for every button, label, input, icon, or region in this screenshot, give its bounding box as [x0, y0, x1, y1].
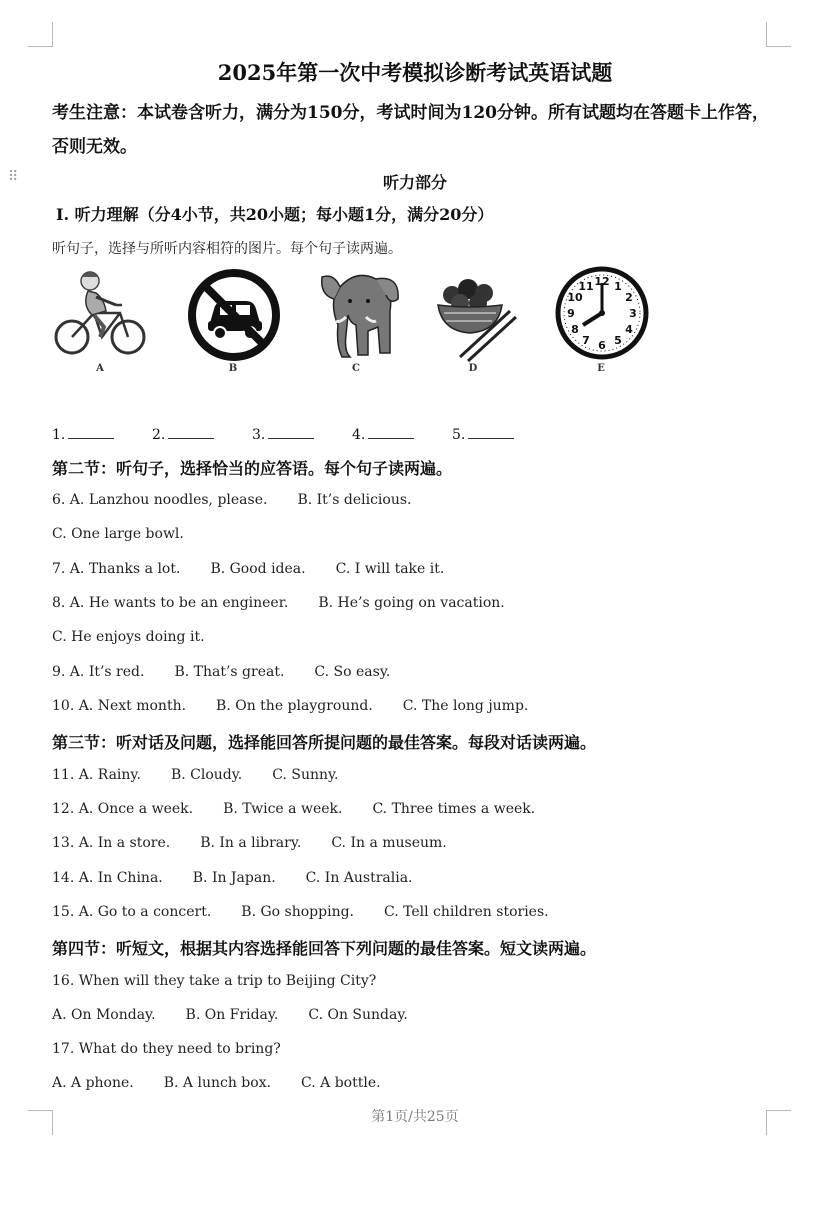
svg-text:12: 12 — [594, 275, 610, 288]
question-16-stem: 16. When will they take a trip to Beijing City? — [52, 973, 377, 989]
question-8-option-c: C. He enjoys doing it. — [52, 629, 205, 645]
crop-mark-top-right — [766, 22, 791, 47]
question-6-options: 6. A. Lanzhou noodles, please. B. It’s delicious. — [52, 492, 412, 508]
question-12-options: 12. A. Once a week. B. Twice a week. C. Three times a week. — [52, 801, 536, 817]
question-6-option-c: C. One large bowl. — [52, 526, 184, 542]
svg-text:2: 2 — [625, 291, 633, 304]
question-11-options: 11. A. Rainy. B. Cloudy. C. Sunny. — [52, 767, 339, 783]
question-7-options: 7. A. Thanks a lot. B. Good idea. C. I will take it. — [52, 561, 445, 577]
svg-text:1: 1 — [614, 280, 622, 293]
svg-text:7: 7 — [582, 334, 590, 347]
question-14-options: 14. A. In China. B. In Japan. C. In Australia. — [52, 870, 413, 886]
elephant-icon — [310, 265, 410, 365]
boy-riding-bicycle-icon — [52, 265, 152, 365]
page-footer: 第1页/共25页 — [371, 1109, 459, 1125]
drag-handle-icon[interactable]: ⠿ — [8, 169, 17, 185]
question-16-options: A. On Monday. B. On Friday. C. On Sunday. — [52, 1007, 408, 1023]
section4-heading: 第四节：听短文，根据其内容选择能回答下列问题的最佳答案。短文读两遍。 — [52, 939, 597, 958]
svg-text:5: 5 — [614, 334, 622, 347]
bowl-with-chopsticks-icon — [430, 265, 530, 365]
section1-instruction: 听句子，选择与所听内容相符的图片。每个句子读两遍。 — [52, 241, 402, 257]
section2-heading: 第二节：听句子，选择恰当的应答语。每个句子读两遍。 — [52, 459, 453, 478]
question-9-options: 9. A. It’s red. B. That’s great. C. So easy. — [52, 664, 391, 680]
answer-blank[interactable]: 2. — [152, 424, 252, 443]
answer-blank[interactable]: 3. — [252, 424, 352, 443]
svg-text:11: 11 — [578, 280, 594, 293]
svg-text:4: 4 — [625, 323, 633, 336]
answer-blank[interactable]: 1. — [52, 424, 152, 443]
picture-label-d: D — [468, 363, 478, 374]
picture-label-c: C — [352, 363, 360, 374]
answer-blank[interactable]: 5. — [452, 424, 552, 443]
svg-text:9: 9 — [567, 307, 575, 320]
question-10-options: 10. A. Next month. B. On the playground. C. The long jump. — [52, 698, 529, 714]
no-cars-sign-icon — [184, 265, 284, 365]
answer-blank[interactable]: 4. — [352, 424, 452, 443]
exam-notice: 考生注意：本试卷含听力，满分为150分，考试时间为120分钟。所有试题均在答题卡上作答，否则无效。 — [52, 103, 769, 157]
crop-mark-top-left — [28, 22, 53, 47]
section1-heading: Ⅰ. 听力理解（分4小节，共20小题；每小题1分，满分20分） — [56, 205, 494, 224]
svg-text:8: 8 — [571, 323, 579, 336]
answer-blanks-row — [52, 424, 552, 443]
question-15-options: 15. A. Go to a concert. B. Go shopping. C. Tell children stories. — [52, 904, 549, 920]
picture-label-e: E — [597, 363, 605, 374]
svg-text:6: 6 — [598, 339, 606, 352]
question-8-options: 8. A. He wants to be an engineer. B. He’s going on vacation. — [52, 595, 505, 611]
question-17-options: A. A phone. B. A lunch box. C. A bottle. — [52, 1075, 381, 1091]
section3-heading: 第三节：听对话及问题，选择能回答所提问题的最佳答案。每段对话读两遍。 — [52, 733, 597, 752]
question-13-options: 13. A. In a store. B. In a library. C. In a museum. — [52, 835, 447, 851]
question-17-stem: 17. What do they need to bring? — [52, 1041, 281, 1057]
svg-text:3: 3 — [629, 307, 637, 320]
page-title: 2025年第一次中考模拟诊断考试英语试题 — [217, 60, 613, 85]
part-title: 听力部分 — [382, 173, 447, 192]
svg-text:10: 10 — [567, 291, 583, 304]
picture-label-b: B — [228, 363, 238, 374]
clock-icon — [552, 265, 652, 365]
picture-label-a: A — [96, 363, 104, 374]
